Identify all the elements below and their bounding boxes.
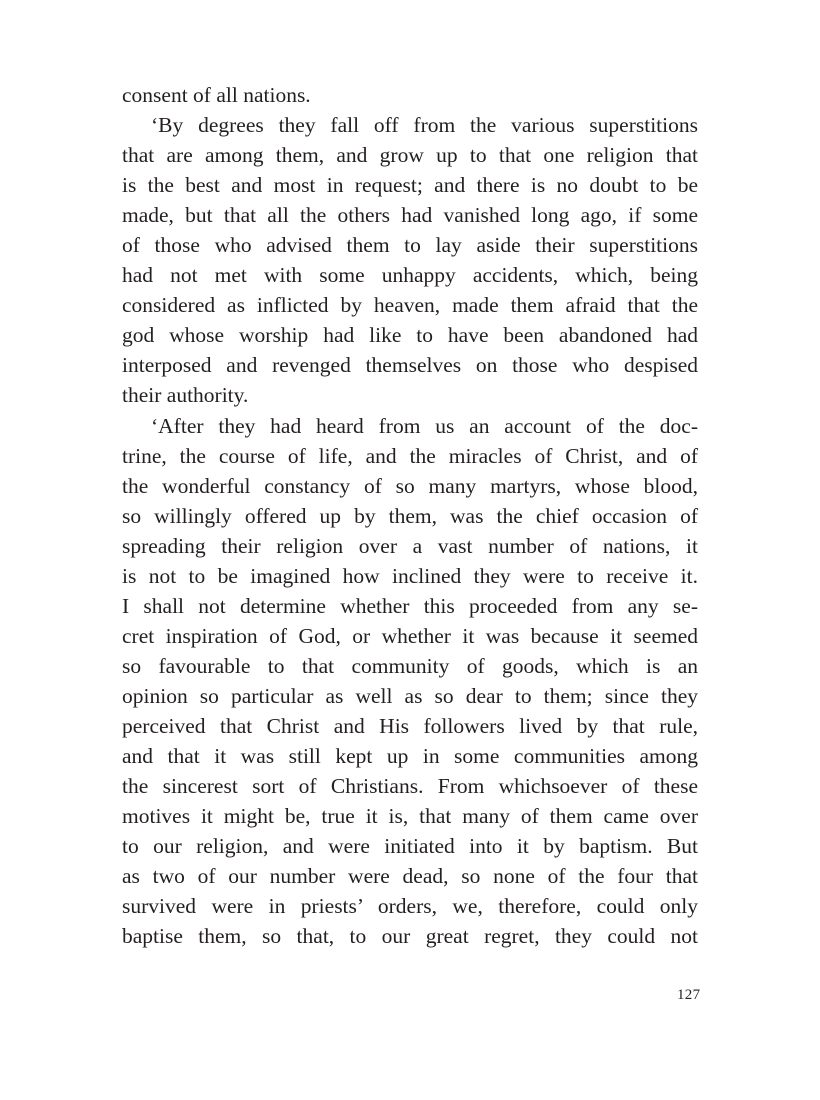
text-line: ‘By degrees they fall off from the various superstitions (151, 113, 698, 138)
text-line: made, but that all the others had vanished long ago, if some (122, 203, 698, 228)
text-line: to our religion, and were initiated into it by baptism. But (122, 834, 698, 859)
text-line: interposed and revenged themselves on those who despised (122, 353, 698, 378)
text-line: as two of our number were dead, so none of the four that (122, 864, 698, 889)
text-line: cret inspiration of God, or whether it was because it seemed (122, 623, 698, 648)
text-line: of those who advised them to lay aside their superstitions (122, 233, 698, 258)
text-line: survived were in priests’ orders, we, therefore, could only (122, 894, 698, 919)
paragraph (122, 411, 698, 952)
text-line: had not met with some unhappy accidents, which, being (122, 263, 698, 288)
page-number: 127 (677, 987, 701, 1003)
text-line: spreading their religion over a vast number of nations, it (122, 533, 698, 558)
paragraph (122, 110, 698, 410)
text-line: I shall not determine whether this proceeded from any se- (122, 593, 698, 618)
text-line: consent of all nations. (122, 83, 311, 107)
text-line: is the best and most in request; and there is no doubt to be (122, 173, 698, 198)
text-line: the sincerest sort of Christians. From whichsoever of these (122, 774, 698, 799)
text-line: so willingly offered up by them, was the chief occasion of (122, 503, 698, 528)
text-line: perceived that Christ and His followers lived by that rule, (122, 713, 698, 738)
text-line: so favourable to that community of goods, which is an (122, 653, 698, 678)
text-line: is not to be imagined how inclined they were to receive it. (122, 563, 698, 588)
text-line: trine, the course of life, and the miracles of Christ, and of (122, 443, 698, 468)
body-text (122, 80, 698, 951)
text-line: opinion so particular as well as so dear to them; since they (122, 683, 698, 708)
paragraph (122, 80, 698, 110)
text-line: god whose worship had like to have been abandoned had (122, 323, 698, 348)
text-line: baptise them, so that, to our great regret, they could not (122, 924, 698, 949)
text-line: motives it might be, true it is, that many of them came over (122, 804, 698, 829)
text-line: ‘After they had heard from us an account of the doc- (151, 413, 698, 438)
text-line: and that it was still kept up in some communities among (122, 744, 698, 769)
text-line: considered as inflicted by heaven, made them afraid that the (122, 293, 698, 318)
text-line: their authority. (122, 383, 249, 408)
text-line: that are among them, and grow up to that one religion that (122, 143, 698, 168)
text-line: the wonderful constancy of so many martyrs, whose blood, (122, 473, 698, 498)
